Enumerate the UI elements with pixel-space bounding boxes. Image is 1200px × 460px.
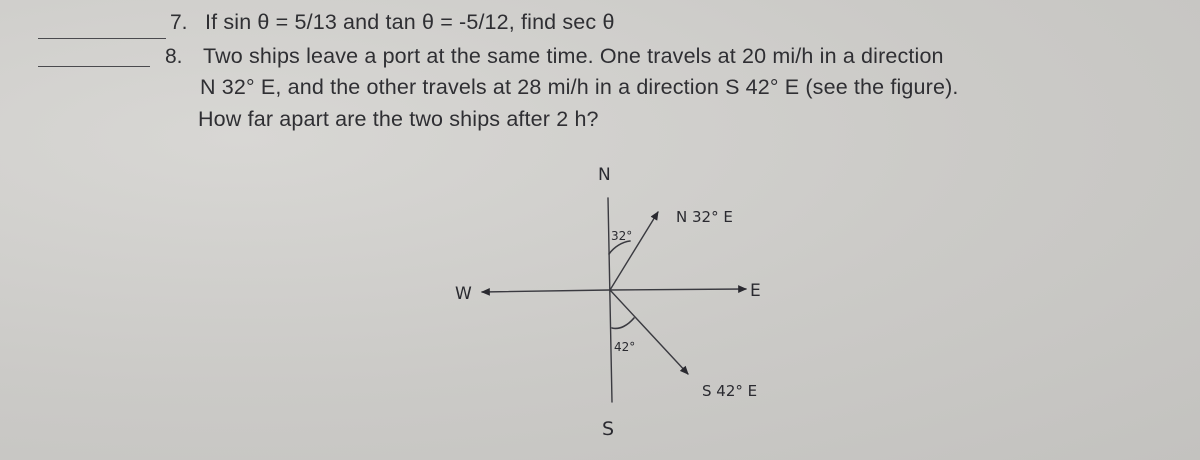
problem-8-line-3: How far apart are the two ships after 2 h?	[198, 107, 599, 131]
south-label: S	[602, 418, 615, 440]
south-angle-label: 42°	[614, 340, 636, 354]
problem-8-line-2: N 32° E, and the other travels at 28 mi/h in a direction S 42° E (see the figure).	[200, 75, 959, 99]
problem-8-line-1: Two ships leave a port at the same time. One travels at 20 mi/h in a direction	[203, 44, 944, 68]
ship2-direction-label: S 42° E	[702, 382, 758, 400]
problem-8-number: 8.	[165, 45, 183, 68]
west-axis	[482, 290, 610, 292]
east-label: E	[750, 281, 761, 301]
west-label: W	[455, 284, 472, 304]
problem-7-number: 7.	[170, 11, 188, 34]
ship1-path	[610, 212, 658, 290]
south-angle-arc	[612, 318, 634, 328]
problem-7-text: If sin θ = 5/13 and tan θ = -5/12, find sec θ	[205, 10, 615, 34]
north-angle-label: 32°	[611, 229, 633, 243]
ship2-path	[610, 290, 688, 374]
north-label: N	[598, 165, 611, 185]
east-axis	[610, 289, 746, 290]
ship1-direction-label: N 32° E	[676, 208, 733, 226]
